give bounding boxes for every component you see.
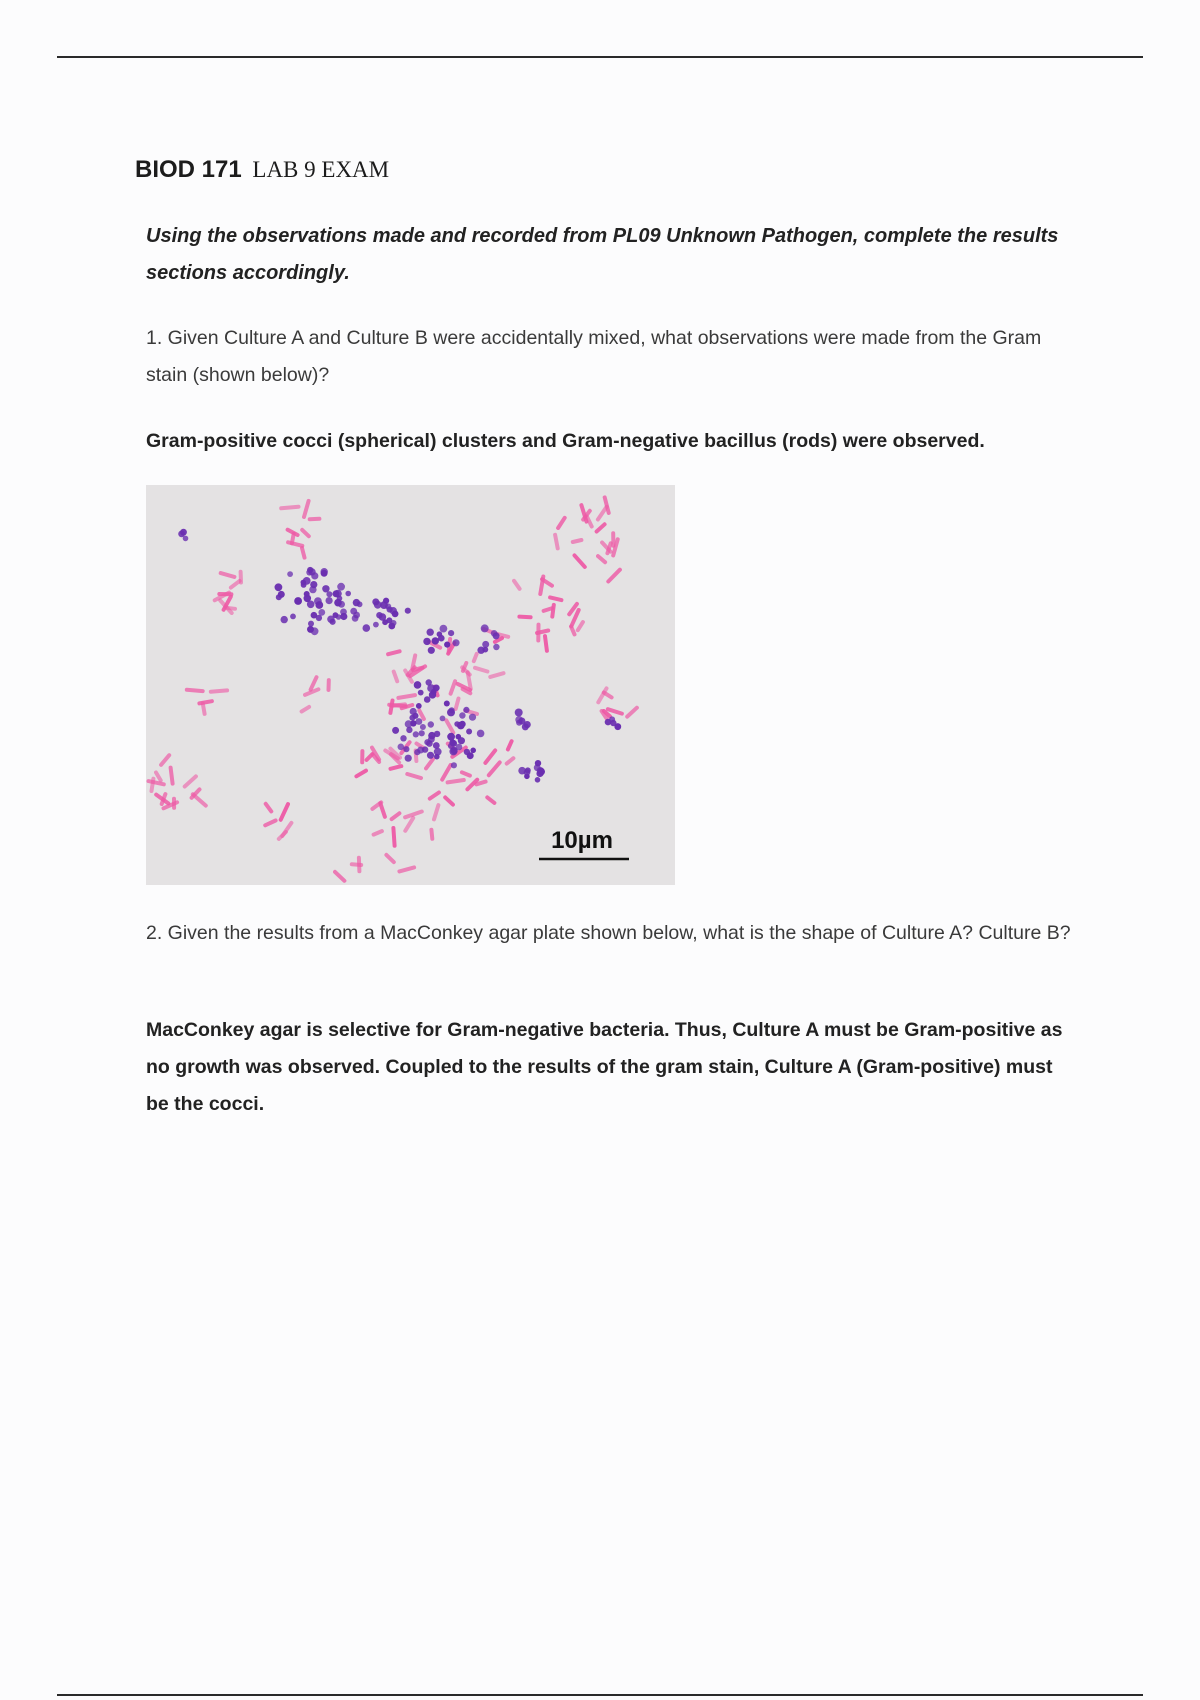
coccus-cell (524, 769, 531, 776)
coccus-cell (522, 723, 529, 730)
coccus-cell (307, 626, 314, 633)
coccus-cell (428, 647, 435, 654)
coccus-cell (477, 647, 484, 654)
rod-cell (393, 828, 394, 846)
coccus-cell (306, 569, 312, 575)
rod-cell (545, 636, 547, 651)
exam-name: LAB 9 EXAM (252, 157, 390, 182)
coccus-cell (451, 762, 457, 768)
page-title (135, 154, 389, 186)
rod-cell (187, 690, 203, 691)
coccus-cell (440, 625, 448, 633)
rod-cell (477, 782, 486, 785)
coccus-cell (538, 768, 545, 775)
coccus-cell (469, 714, 476, 721)
coccus-cell (454, 721, 460, 727)
coccus-cell (278, 591, 285, 598)
coccus-cell (330, 619, 336, 625)
rod-cell (448, 780, 464, 782)
coccus-cell (416, 703, 422, 709)
coccus-cell (318, 609, 325, 616)
coccus-cell (466, 729, 472, 735)
coccus-cell (353, 599, 360, 606)
coccus-cell (535, 777, 541, 783)
coccus-cell (470, 748, 476, 754)
coccus-cell (423, 638, 430, 645)
coccus-cell (427, 752, 434, 759)
answer-2: MacConkey agar is selective for Gram-negative bacteria. Thus, Culture A must be Gram-positive as no growth was observed. Coupled to the results of the gram stain, Culture A (Gram-positive) must be the cocci. (146, 1019, 1063, 1115)
coccus-cell (363, 624, 371, 632)
rod-cell (225, 608, 235, 609)
coccus-cell (515, 716, 523, 724)
rod-cell (544, 608, 553, 611)
rod-cell (391, 704, 405, 706)
rod-cell (550, 597, 561, 600)
coccus-cell (444, 642, 450, 648)
coccus-cell (406, 727, 412, 733)
coccus-cell (429, 691, 436, 698)
coccus-cell (535, 760, 541, 766)
coccus-cell (345, 591, 351, 597)
coccus-cell (414, 681, 422, 689)
coccus-cell (392, 727, 399, 734)
coccus-cell (467, 752, 474, 759)
coccus-cell (281, 616, 288, 623)
answer-1: Gram-positive cocci (spherical) clusters and Gram-negative bacillus (rods) were observed. (146, 430, 985, 452)
rod-cell (152, 779, 154, 791)
course-code: BIOD 171 (135, 156, 242, 183)
rod-cell (391, 766, 402, 769)
coccus-cell (294, 597, 302, 605)
coccus-cell (400, 735, 406, 741)
coccus-cell (424, 739, 430, 745)
coccus-cell (427, 684, 435, 692)
coccus-cell (409, 715, 415, 721)
coccus-cell (493, 644, 499, 650)
top-rule (57, 56, 1143, 58)
coccus-cell (420, 724, 426, 730)
bottom-rule (57, 1694, 1143, 1696)
coccus-cell (434, 748, 442, 756)
coccus-cell (416, 718, 423, 725)
coccus-cell (405, 755, 412, 762)
coccus-cell (337, 583, 345, 591)
coccus-cell (392, 611, 399, 618)
instructions: Using the observations made and recorded from PL09 Unknown Pathogen, complete the results sections accordingly. (146, 225, 1059, 284)
rod-cell (352, 864, 361, 865)
coccus-cell (376, 612, 382, 618)
coccus-cell (432, 637, 439, 644)
coccus-cell (183, 536, 189, 542)
coccus-cell (322, 585, 329, 592)
coccus-cell (433, 742, 440, 749)
coccus-cell (458, 737, 465, 744)
question-2: 2. Given the results from a MacConkey agar plate shown below, what is the shape of Culture A? Culture B? (146, 922, 1071, 944)
rod-cell (573, 540, 582, 542)
coccus-cell (605, 719, 612, 726)
coccus-cell (353, 612, 360, 619)
rod-cell (292, 534, 294, 543)
coccus-cell (403, 746, 409, 752)
rod-cell (203, 704, 205, 714)
rod-cell (456, 699, 459, 709)
coccus-cell (440, 716, 446, 722)
coccus-cell (449, 739, 456, 746)
coccus-cell (434, 731, 440, 737)
coccus-cell (448, 630, 454, 636)
rod-cell (388, 651, 400, 654)
coccus-cell (180, 529, 187, 536)
coccus-cell (427, 629, 434, 636)
coccus-cell (333, 612, 339, 618)
coccus-cell (481, 624, 489, 632)
rod-cell (199, 701, 212, 703)
coccus-cell (304, 595, 312, 603)
coccus-cell (333, 590, 340, 597)
coccus-cell (334, 599, 342, 607)
question-1: 1. Given Culture A and Culture B were accidentally mixed, what observations were made from the Gram stain (shown below)? (146, 327, 1042, 386)
micrograph-image (146, 485, 675, 885)
coccus-cell (451, 747, 458, 754)
coccus-cell (340, 609, 347, 616)
coccus-cell (287, 571, 293, 577)
coccus-cell (447, 708, 455, 716)
coccus-cell (459, 712, 465, 718)
coccus-cell (308, 621, 314, 627)
rod-cell (398, 695, 415, 698)
coccus-cell (374, 601, 382, 609)
coccus-cell (314, 597, 322, 605)
rod-cell (211, 690, 227, 691)
coccus-cell (482, 641, 489, 648)
coccus-cell (303, 577, 311, 585)
coccus-cell (398, 744, 405, 751)
coccus-cell (424, 696, 431, 703)
coccus-cell (290, 614, 296, 620)
gram-stain-micrograph (146, 485, 675, 885)
coccus-cell (413, 731, 419, 737)
coccus-cell (275, 583, 283, 591)
coccus-cell (373, 622, 379, 628)
coccus-cell (444, 701, 450, 707)
rod-cell (519, 617, 530, 618)
rod-cell (310, 519, 320, 520)
coccus-cell (452, 639, 459, 646)
coccus-cell (321, 570, 328, 577)
coccus-cell (417, 747, 424, 754)
rod-cell (302, 548, 305, 558)
rod-cell (171, 768, 173, 784)
coccus-cell (491, 630, 498, 637)
coccus-cell (309, 586, 316, 593)
coccus-cell (405, 608, 411, 614)
coccus-cell (386, 617, 392, 623)
coccus-cell (419, 730, 425, 736)
coccus-cell (326, 597, 333, 604)
coccus-cell (437, 631, 443, 637)
rod-cell (412, 655, 415, 668)
rod-cell (555, 535, 558, 549)
coccus-cell (418, 690, 424, 696)
coccus-cell (477, 730, 485, 738)
coccus-cell (311, 612, 318, 619)
coccus-cell (515, 709, 523, 717)
scale-bar-label: 10µm (551, 827, 613, 854)
rod-cell (474, 654, 477, 661)
coccus-cell (463, 707, 469, 713)
rod-cell (281, 507, 298, 509)
coccus-cell (615, 723, 621, 729)
coccus-cell (428, 721, 434, 727)
coccus-cell (459, 721, 466, 728)
coccus-cell (447, 733, 455, 741)
rod-cell (431, 830, 432, 839)
